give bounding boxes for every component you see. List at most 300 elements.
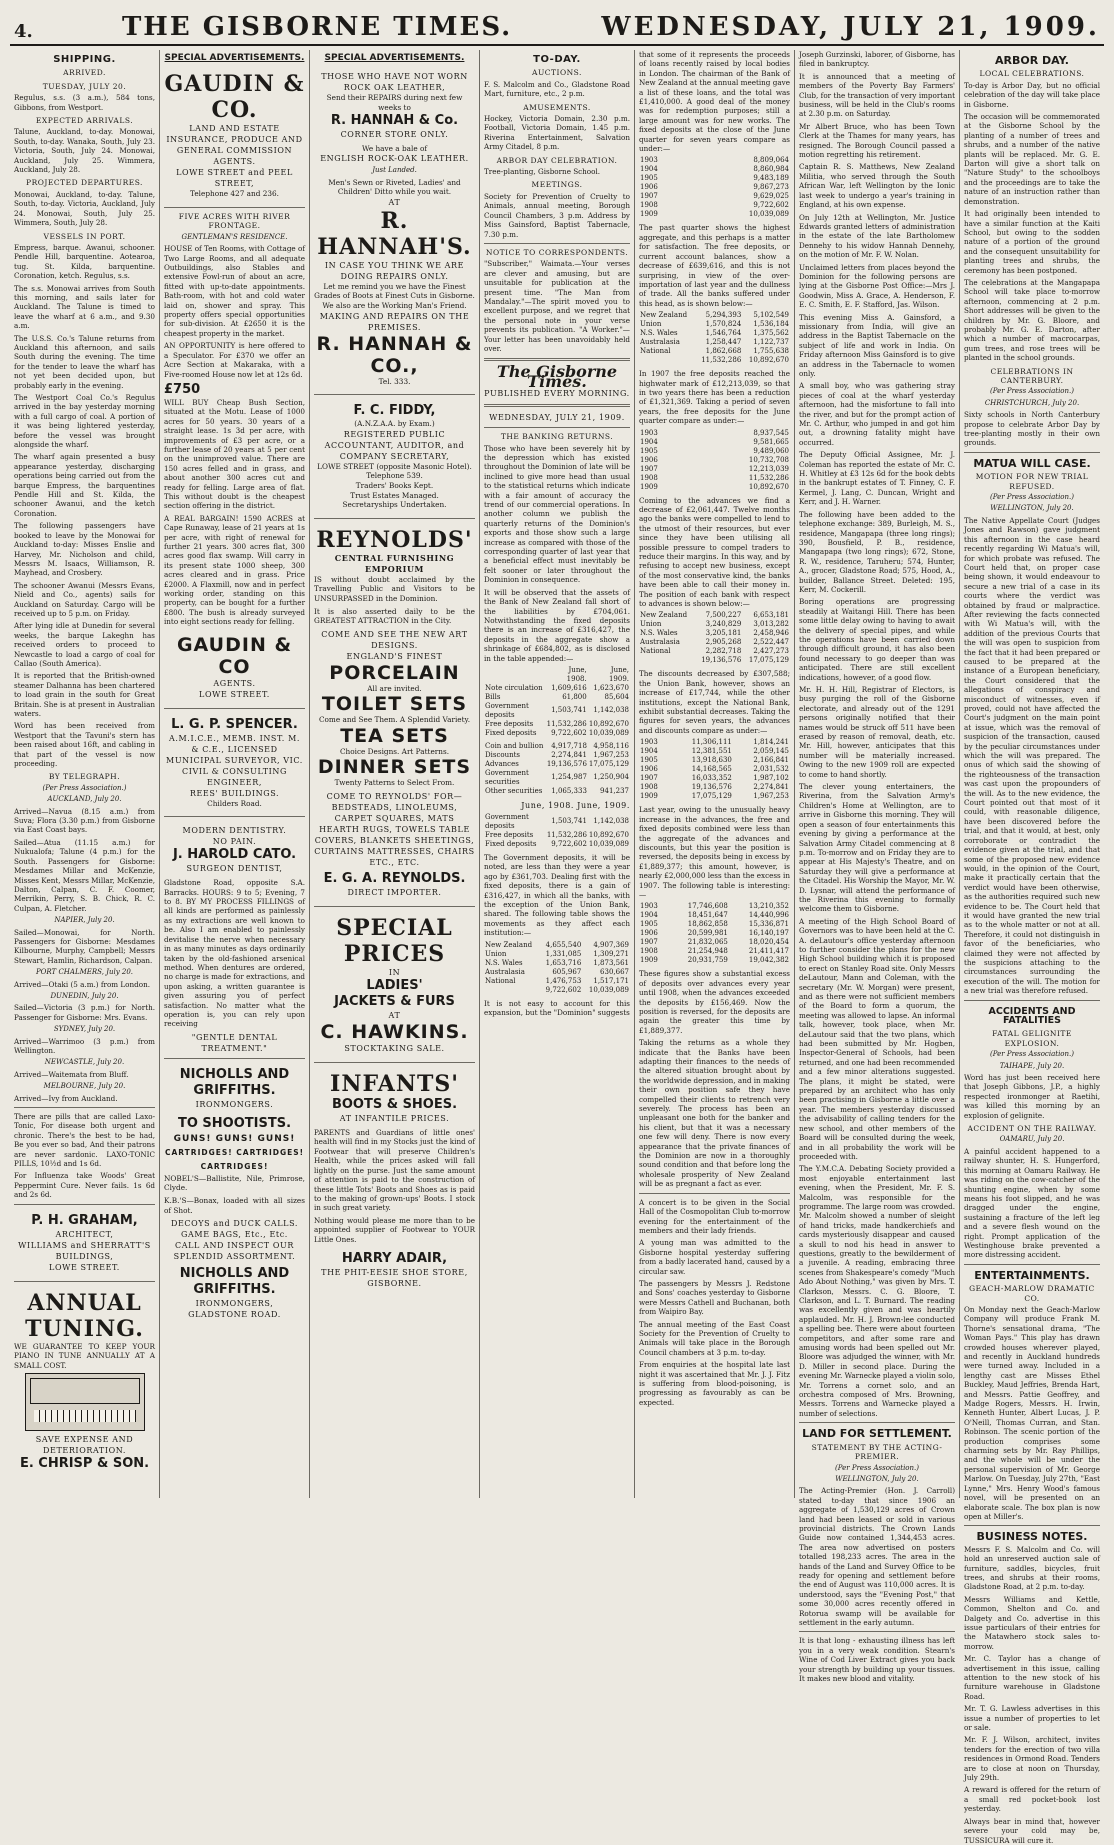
- today-heading: TO-DAY.: [533, 54, 581, 65]
- accidents-heading: ACCIDENTS AND FATALITIES: [988, 1005, 1076, 1026]
- table-row: [484, 813, 630, 831]
- shipping-heading: SHIPPING.: [53, 54, 116, 65]
- table-cell: 16,140,197: [748, 929, 789, 938]
- table-cell: 1,873,561: [593, 958, 629, 967]
- table-cell: 1,503,741: [551, 817, 587, 826]
- business-note-4: Mr. T. G. Lawless advertises in this issue a number of properties to let or sale.: [964, 1704, 1100, 1733]
- table-cell: 11,532,286: [546, 830, 587, 839]
- table-row: [639, 320, 790, 329]
- table-cell: 1,250,904: [593, 773, 629, 782]
- divider: [484, 243, 630, 244]
- free-years-table: [639, 429, 790, 492]
- june30-table: [639, 156, 790, 219]
- table-cell: 1909: [640, 792, 658, 801]
- table-row: [484, 729, 630, 738]
- table-cell: 1,755,638: [753, 347, 789, 356]
- arbor-heading: ARBOR DAY CELEBRATION.: [496, 155, 618, 165]
- table-cell: Bills: [485, 692, 501, 701]
- table-cell: 1903: [640, 738, 658, 747]
- graham-ad: [14, 1209, 155, 1277]
- table-cell: 1,476,753: [545, 976, 582, 985]
- fiddy-role: REGISTERED PUBLIC ACCOUNTANT, AUDITOR, and COMPANY SECRETARY,: [324, 429, 465, 461]
- table-cell: 11,532,286: [701, 356, 742, 365]
- matua-place: WELLINGTON, July 20.: [990, 504, 1074, 513]
- table-cell: Union: [485, 949, 507, 958]
- reynolds2-role: DIRECT IMPORTER.: [347, 888, 442, 898]
- incase-text: IN CASE YOU THINK WE ARE DOING REPAIRS ONLY.: [324, 260, 465, 281]
- table-cell: 7,500,227: [705, 611, 742, 620]
- matua-heading: MATUA WILL CASE.: [973, 456, 1091, 470]
- table-cell: 1,254,987: [551, 773, 587, 782]
- table-cell: 1904: [640, 747, 658, 756]
- reynolds-name: REYNOLDS': [316, 526, 473, 553]
- gaudin-name: GAUDIN & CO.: [164, 71, 305, 124]
- table-cell: 1,609,616: [551, 683, 587, 692]
- meetings-text: Society for Prevention of Cruelty to Animals, annual meeting, Borough Council Chambers, 3 p.m. Address by Miss Gainsford, Baptist Tabernacle, 7.30 p.m.: [484, 191, 630, 239]
- telegraph-text-5: Sailed—Victoria (3 p.m.) for North. Passenger for Gisborne: Mrs. Evans.: [14, 1003, 155, 1022]
- banking-cont-6: Last year, owing to the unusually heavy increase in the advances, the free and fixed deposits combined were less than the aggregate of the advances and discounts, but this year the position is reversed, the deposits being in excess by £1,889,377; this amount, however, is nearly £2,000,000 less than the excess in 1907. The following table is interesting:—: [639, 805, 790, 899]
- shipping-news-8: It is reported that the British-owned steamer Dalhanna has been chartered to load grain in the south for Great Britain. She is at present in Australian waters.: [14, 671, 155, 718]
- column-arbor-day: [960, 50, 1104, 1845]
- table-row: [639, 947, 790, 956]
- land-assoc: (Per Press Association.): [835, 1463, 919, 1472]
- deposits-advances-table: [639, 902, 790, 965]
- divider: [314, 394, 475, 395]
- table-cell: [484, 666, 545, 684]
- notice-heading: NOTICE TO CORRESPONDENTS.: [485, 247, 629, 257]
- telegraph-place-5: SYDNEY, July 20.: [53, 1025, 116, 1034]
- divider: [164, 708, 305, 709]
- column-special-ads-1: [160, 50, 310, 1498]
- graham-role: ARCHITECT,: [55, 1229, 114, 1239]
- cato-footer: "GENTLE DENTAL TREATMENT.": [191, 1032, 278, 1053]
- bush-text: WILL BUY Cheap Bush Section, situated at the Motu. Lease of 1000 acres for 50 years. 30 years of a straight lease. 1s 3d per acre, with improvements of £3 per acre, or a further lease of 20 years at 5 per cent on the unimproved value. There are 150 acres felled and in grass, and about another 300 acres cut and ready for felling. Large area of flat. This without doubt is the cheapest section offering in the district.: [164, 397, 305, 511]
- table-cell: 13,210,352: [748, 902, 789, 911]
- table-cell: 1908: [640, 783, 658, 792]
- newspaper-title: THE GISBORNE TIMES.: [121, 12, 513, 42]
- paper-name: The Gisborne Times.: [496, 362, 618, 391]
- local-news-4: Captain R. S. Matthews, New Zealand Militia, who served through the South African War, left Wellington by the Ionic last week to undergo a year's training in England, at his own expense.: [799, 162, 955, 210]
- telegraph-text-8: Arrived—Ivy from Auckland.: [14, 1093, 118, 1103]
- divider: [484, 427, 630, 428]
- table-row: [639, 756, 790, 765]
- telegraph-text-4: Arrived—Otaki (5 a.m.) from London.: [14, 979, 150, 989]
- table-cell: 1903: [640, 428, 658, 437]
- table-cell: 1905: [640, 920, 658, 929]
- local-news-11: Boring operations are progressing steadily at Waitangi Hill. There has been some little delay owing to having to await the delivery of special pipes, and while the operations have been carried down through difficult ground, it has also been found necessary to go deeper than was anticipated. There are still excellent indications, however, of a good flow.: [799, 597, 955, 682]
- table-cell: 13,918,630: [691, 756, 732, 765]
- divider: [799, 1631, 955, 1632]
- business-note-5: Mr. F. J. Wilson, architect, invites tenders for the erection of two villa residences in Ormond Road. Tenders are to close at noon on Thursday, July 29th.: [964, 1735, 1100, 1783]
- guns-line: GUNS! GUNS! GUNS!: [173, 1133, 296, 1144]
- mens-text: Men's Sewn or Riveted, Ladies' and Children' Ditto while you wait.: [328, 177, 461, 197]
- masthead: [10, 6, 1104, 46]
- table-cell: 9,489,060: [753, 446, 789, 455]
- banking-para-3: The Government deposits, it will be noted, are less than they were a year ago by £361,703. Dealing first with the fixed deposits, there is a gain of £316,427, in which all the banks, with the exception of the Union Bank, shared. The following table shows the movements as they affect each institution:—: [484, 852, 630, 938]
- fiddy-name: F. C. FIDDY,: [353, 403, 436, 419]
- dinner-sub: Twenty Patterns to Select From.: [334, 778, 455, 788]
- deposits-heading: June, 1908. June, 1909.: [521, 800, 630, 810]
- reynolds2-name: E. G. A. REYNOLDS.: [323, 871, 466, 887]
- table-cell: 4,958,116: [593, 741, 629, 750]
- bale-text: We have a bale of: [361, 143, 428, 153]
- table-cell: 1,375,562: [753, 329, 789, 338]
- arbor-para-2: The occasion will be commemorated at the Gisborne School by the planting of a number of trees and shrubs, and a number of the native plants will be replaced. Mr. G. E. Darton will give a short talk on "Nature Study" to the schoolboys and the proceedings are to take the nature of an instruction rather than demonstration.: [964, 112, 1100, 206]
- local-note-4: The annual meeting of the East Coast Society for the Prevention of Cruelty to Animals will take place in the Borough Council chambers at 3 p.m. to-day.: [639, 1319, 790, 1357]
- table-cell: 1,536,184: [753, 320, 789, 329]
- business-note-2: Messrs Williams and Kettle, Common, Shelton and Co. and Dalgety and Co. advertise in this issue particulars of their entries for the Matawhero stock sales to-morrow.: [964, 1594, 1100, 1651]
- local-note-2: A young man was admitted to the Gisborne hospital yesterday suffering from a badly lacerated hand, caused by a circular saw.: [639, 1238, 790, 1276]
- spencer-address: Childers Road.: [207, 798, 262, 808]
- banking-cont-3: In 1907 the free deposits reached the highwater mark of £12,213,039, so that in two years there has been a reduction of £1,321,369. Taking a period of seven years, the free deposits for the June quarter compare as under:—: [639, 369, 790, 426]
- local-news-7: This evening Miss A. Gainsford, a missionary from India, will give an address in the Baptist Tabernacle on the subject of life and work in India. On Friday afternoon Miss Gainsford is to give an address in the Tabernacle to women only.: [799, 312, 955, 378]
- table-cell: New Zealand: [640, 311, 688, 320]
- matua-sub: MOTION FOR NEW TRIAL REFUSED.: [975, 472, 1089, 491]
- table-cell: 18,862,858: [687, 920, 728, 929]
- table-row: [484, 840, 630, 849]
- cato-role: SURGEON DENTIST,: [186, 864, 283, 874]
- canterbury-text: Sixty schools in North Canterbury propose to celebrate Arbor Day by tree-planting mostly in their own grounds.: [964, 410, 1100, 448]
- cartridges-line: CARTRIDGES! CARTRIDGES! CARTRIDGES!: [164, 1147, 305, 1171]
- porcelain-heading: PORCELAIN: [329, 661, 460, 684]
- business-note-7: Always bear in mind that, however severe your cold may be, TUSSICURA will cure it.: [964, 1816, 1100, 1845]
- railway-text: A painful accident happened to a railway shunter, H. S. Hungerford, this morning at Oamaru Railway. He was riding on the cow-catcher of the shunting engine, when by some means his foot slipped, and he was dragged under the engine, sustaining a fracture of the left leg and a severe flesh wound on the right. Prompt application of the Westinghouse brake prevented a more distressing accident.: [964, 1146, 1100, 1260]
- table-cell: 10,892,670: [588, 719, 629, 728]
- hannah-name: R. HANNAH & Co.: [330, 112, 459, 128]
- spencer-quals: A.M.I.C.E., MEMB. INST. M. & C.E., LICENSED MUNICIPAL SURVEYOR, VIC.: [166, 733, 303, 765]
- table-cell: 1906: [640, 183, 658, 192]
- telegraph-text-6: Arrived—Warrimoo (3 p.m.) from Wellington.: [14, 1036, 155, 1055]
- table-cell: N.S. Wales: [640, 329, 678, 338]
- telegraph-place-6: NEWCASTLE, July 20.: [44, 1058, 125, 1067]
- table-cell: 1,503,741: [551, 706, 587, 715]
- telegraph-assoc: (Per Press Association.): [42, 783, 127, 792]
- gaudin-desc: LAND AND ESTATE INSURANCE, PRODUCE AND GENERAL COMMISSION AGENTS.: [166, 124, 303, 167]
- table-cell: 17,746,608: [687, 902, 728, 911]
- gaudin-address: LOWE STREET and PEEL STREET,: [176, 168, 293, 189]
- matua-text: The Native Appellate Court (Judges Jones and Rawson) gave judgment this afternoon in the case heard recently regarding Wi Matua's will, for which probate was refused. The Court held that, on proper case being shown, it would endeavour to secure a new trial of a case in its courts where the verdict was obtained by fraud or malpractice. After reviewing the facts connected with Wi Matua's will, with the addition of the previous Courts that the will was open to suspicion from the fact that it had been prepared or caused to be prepared at the instance of a European beneficiary, the Court considered that the allegations of conspiracy and misconduct of witnesses, even if proved, could not have affected the Court's judgment on the main point at issue, which was the removal of suspicion of the transaction, caused by the peculiar circumstances under which the will was prepared. The onus of which said the showing of the righteousness of the transaction was cast upon the propounders of the will. As to the new evidence, the Court pointed out that most of it could, with reasonable diligence, have been discovered before the trial, and that it would, at best, only corroborate or contradict the evidence given at the trial, and that some of the proposed new evidence would, in the opinion of the Court, make it practically certain that the verdict would have been otherwise, as the authorities required such new evidence to be. The Court held that it would have granted the new trial as to the whole matter or not at all. Therefore, it could not distinguish in favor of the beneficiaries, who claimed they were not affected by the suspicions attaching to the circumstances surrounding the execution of the will. The motion for a new trial was therefore refused.: [964, 515, 1100, 996]
- table-cell: Australasia: [640, 638, 680, 647]
- fiddy-trust: Trust Estates Managed.: [350, 490, 439, 500]
- special-ads-heading-2: SPECIAL ADVERTISEMENTS.: [324, 53, 465, 63]
- table-cell: 1,517,171: [593, 976, 629, 985]
- arbor-para-4: The celebrations at the Mangapapa School will take place to-morrow afternoon, commencing at 2 p.m. Short addresses will be given to the children by Mr. G. Bloore, and probably Mr. G. E. Darton, after which a number of macrocarpas, gum trees, and rose trees will be planted in the school grounds.: [964, 277, 1100, 363]
- gaudin2-address: LOWE STREET.: [199, 689, 270, 699]
- table-cell: 4,655,540: [545, 940, 582, 949]
- table-cell: 1905: [640, 446, 658, 455]
- local-news-9: The Deputy Official Assignee, Mr. J. Coleman has reported the estate of Mr. C. H. Whitley at £3 12s 6d for the book debts in the bankrupt estates of T. Finney, C. F. Kermel, J. Lang, C. Duncan, Wright and Kerr, and J. H. Warner.: [799, 450, 955, 507]
- call-text: CALL AND INSPECT OUR SPLENDID ASSORTMENT.: [173, 1241, 296, 1262]
- table-cell: Government deposits: [485, 701, 529, 719]
- projected-heading: PROJECTED DEPARTURES.: [26, 178, 143, 188]
- tuning-ad: [14, 1286, 155, 1477]
- table-cell: 1909: [640, 482, 658, 491]
- table-cell: 3,240,829: [705, 620, 742, 629]
- boots-heading: BOOTS & SHOES.: [331, 1097, 458, 1113]
- divider: [164, 207, 305, 208]
- table-cell: 12,381,551: [691, 747, 732, 756]
- table-cell: 9,722,602: [545, 985, 582, 994]
- table-cell: 1907: [640, 774, 658, 783]
- telegraph-text-1: Arrived—Navua (8.15 a.m.) from Suva; Flora (3.30 p.m.) from Gisborne via East Coast bays.: [14, 806, 155, 835]
- local-note-3: The passengers by Messrs J. Redstone and Sons' coaches yesterday to Gisborne were Messrs Cathell and Buchanan, both from Waipiro Bay.: [639, 1278, 790, 1317]
- table-row: [639, 429, 790, 438]
- table-row: [639, 638, 790, 647]
- nicholls-ad: [164, 1063, 305, 1324]
- table-cell: 12,213,039: [748, 464, 789, 473]
- table-cell: 11,532,286: [546, 719, 587, 728]
- hawkins-role: STOCKTAKING SALE.: [344, 1044, 445, 1054]
- table-cell: 1,967,253: [593, 750, 629, 759]
- infantile-heading: AT INFANTILE PRICES.: [339, 1114, 450, 1124]
- table-cell: Other securities: [485, 786, 543, 795]
- tea-sub: Choice Designs. Art Patterns.: [339, 746, 450, 756]
- shipping-news-6: The schooner Awanui (Messrs Evans, Nield and Co., agents) sails for Auckland on Saturday. Cargo will be received up to 5 p.m. on Friday.: [14, 580, 155, 618]
- table-row: [639, 765, 790, 774]
- divider: [964, 452, 1100, 453]
- table-cell: 17,075,129: [691, 792, 732, 801]
- table-row: [639, 447, 790, 456]
- nicholls-name: NICHOLLS AND GRIFFITHS.: [179, 1066, 290, 1098]
- hawkins-name: C. HAWKINS.: [320, 1021, 469, 1044]
- table-cell: 17,075,129: [588, 759, 629, 768]
- special-ads-heading: SPECIAL ADVERTISEMENTS.: [164, 53, 305, 63]
- table-cell: 2,274,841: [753, 783, 789, 792]
- table-row: [484, 831, 630, 840]
- vessels-text: Empress, barque. Awanui, schooner. Pendle Hill, barquentine. Aotearoa, tug. St. Kilda, barquentine. Coronation, ketch. Regulus, s.s.: [14, 242, 155, 281]
- table-cell: 10,892,670: [748, 482, 789, 491]
- banking-cont-7: These figures show a substantial excess of deposits over advances every year until 1908, when the advances exceeded the deposits by £156,469. Now the position is reversed, for the deposits are again the greater this time by £1,889,377.: [639, 969, 790, 1035]
- gaudin-agents-ad: [164, 630, 305, 704]
- gaudin-telephone: Telephone 427 and 236.: [190, 189, 279, 199]
- table-cell: 5,102,549: [753, 311, 789, 320]
- divider: [964, 1525, 1100, 1526]
- table-cell: Union: [640, 620, 662, 629]
- table-cell: 2,458,946: [753, 629, 789, 638]
- land-text: The Acting-Premier (Hon. J. Carroll) stated to-day that since 1906 an aggregate of 1,530,129 acres of Crown land had been leased or sold in various provincial districts. The Crown Lands Guide now contained 1,344,453 acres. The area now advertised on posters totalled 198,233 acres. The area in the hands of the Land and Survey Office to be ready for opening and settlement before the end of August was 110,000 acres. It is understood, says the "Evening Post," that some 30,000 acres recently offered in Rotorua swamp will be available for settlement in the early autumn.: [799, 1486, 955, 1627]
- table-cell: 8,860,984: [753, 165, 789, 174]
- worn-title: THOSE WHO HAVE NOT WORN ROCK OAK LEATHER,: [321, 72, 468, 93]
- amusements-heading: AMUSEMENTS.: [523, 102, 591, 112]
- meetings-heading: MEETINGS.: [531, 180, 583, 190]
- spencer-ad: [164, 713, 305, 813]
- table-cell: 1,331,085: [545, 949, 582, 958]
- table-cell: 2,282,718: [705, 647, 742, 656]
- table-row: [484, 968, 630, 977]
- table-cell: 4,907,369: [593, 940, 629, 949]
- table-cell: 1909: [640, 210, 658, 219]
- graham-firm: WILLIAMS and SHERRATT'S: [18, 1240, 151, 1250]
- entertainments-heading: ENTERTAINMENTS.: [974, 1268, 1090, 1282]
- nothing-text: Nothing would please me more than to be appointed supplier of Footwear to YOUR Little Ones.: [314, 1215, 475, 1244]
- column-shipping: [10, 50, 160, 1498]
- table-cell: June, 1908.: [566, 665, 587, 683]
- arbor-para-3: It had originally been intended to have a similar function at the Kaiti School, but owing to the sodden nature of a portion of the ground and the consequent unsuitability for planting trees and shrubs, the ceremony has been postponed.: [964, 209, 1100, 275]
- acres-sub: GENTLEMAN'S RESIDENCE.: [181, 232, 288, 241]
- arbor-text: Tree-planting, Gisborne School.: [484, 167, 601, 177]
- hannahs-name: R. HANNAH'S.: [317, 207, 472, 260]
- table-cell: Note circulation: [485, 683, 543, 692]
- columns: [10, 50, 1104, 1845]
- parents-text: PARENTS and Guardians of little ones' health will find in my Stocks just the kind of Footwear that will preserve Children's Health, while the prices asked will fall lightly on the purse. Just the same amount of attention is paid to the construction of these little Tots' Boots and Shoes as is paid to the making of grown-ups' Boots. I stock in such great variety.: [314, 1128, 475, 1213]
- table-cell: 2,905,268: [705, 638, 742, 647]
- table-row: [639, 156, 790, 165]
- table-cell: 2,059,145: [753, 747, 789, 756]
- table-cell: 21,411,417: [748, 947, 789, 956]
- table-cell: 1906: [640, 455, 658, 464]
- table-cell: 9,867,273: [753, 183, 789, 192]
- table-cell: 9,581,665: [753, 437, 789, 446]
- divider: [484, 404, 630, 407]
- local-news-5: On July 12th at Wellington, Mr. Justice Edwards granted letters of administration in the estate of the late Bartholomew Dennehy to his widow Hannah Dennehy, on the motion of Mr. F. W. Nolan.: [799, 212, 955, 260]
- railway-place: OAMARU, July 20.: [999, 1135, 1065, 1144]
- table-cell: 941,237: [600, 786, 629, 795]
- nobels-text: NOBEL'S—Ballistite, Nile, Primrose, Clyde.: [164, 1173, 305, 1193]
- divider: [164, 1058, 305, 1059]
- fiddy-ad: [314, 399, 475, 514]
- reynolds-text-3: COME AND SEE THE NEW ART DESIGNS.: [321, 629, 468, 650]
- divider: [314, 1062, 475, 1063]
- spencer-role: CIVIL & CONSULTING ENGINEER,: [182, 766, 287, 787]
- table-cell: Free deposits: [485, 830, 534, 839]
- table-cell: 605,967: [552, 967, 582, 976]
- entertainments-sub: GEACH-MARLOW DRAMATIC CO.: [969, 1284, 1095, 1303]
- amusements-text: Hockey, Victoria Domain, 2.30 p.m. Football, Victoria Domain, 1.45 p.m. Riverina Entertainment, Salvation Army Citadel, 8 p.m.: [484, 114, 630, 152]
- table-row: [639, 611, 790, 620]
- table-cell: 1,967,253: [753, 792, 789, 801]
- game-text: GAME BAGS, Etc., Etc.: [181, 1230, 288, 1240]
- banking-cont-5: The discounts decreased by £307,588; the Union Bank, however, shows an increase of £17,744, while the other institutions, except the National Bank, exhibit substantial decreases. Taking the figures for seven years, the advances and discounts compare as under:—: [639, 669, 790, 735]
- table-row: [639, 338, 790, 347]
- reynolds-sub: CENTRAL FURNISHING EMPORIUM: [334, 552, 455, 574]
- divider: [14, 1281, 155, 1282]
- table-cell: 1,987,102: [753, 774, 789, 783]
- divider: [14, 1204, 155, 1205]
- bale-sub: Just Landed.: [372, 166, 417, 175]
- table-cell: 10,039,089: [748, 210, 789, 219]
- table-cell: [639, 656, 695, 665]
- table-cell: 2,166,841: [753, 756, 789, 765]
- local-news-15: The Y.M.C.A. Debating Society provided a most enjoyable entertainment last evening, when the President, Mr. F. S. Malcolm, was responsible for the programme. The large room was crowded. Mr. Malcolm showed a number of sleight of hand tricks, made handkerchiefs and cards mysteriously disappear and caused a skull to nod his head in answer to questions, greatly to the bewilderment of a juvenile. A reading, embracing three scenes from Shakespeare's comedy "Much Ado About Nothing," was given by Mrs. T. Clarkson, Messrs. C. G. Bloore, T. Clarkson, and L. T. Burnard. The reading was excellently given and was heartily applauded. Mr. H. J. Brown-lee conducted a spelling bee. There were about fourteen competitors, and after some rare and amusing words had been spelled out Mr. Bloore was adjudged the winner, with Mr. D. Miller in second place. During the evening Mr. Warnecke played a violin solo, Mr. Torrens a cornet solo, and an orchestra composed of Mrs. Browning, Messrs. Torrens and Warnecke played a number of selections.: [799, 1164, 955, 1418]
- fiddy-sec: Secretaryships Undertaken.: [342, 500, 447, 510]
- graham-buildings: BUILDINGS,: [55, 1251, 114, 1261]
- column-special-ads-2: [310, 50, 480, 1498]
- table-row: [639, 902, 790, 911]
- table-cell: 1908: [640, 947, 658, 956]
- matua-assoc: (Per Press Association.): [990, 493, 1074, 502]
- table-cell: National: [640, 647, 671, 656]
- adair-footer: [314, 1247, 475, 1293]
- shipping-news-4: The wharf again presented a busy appearance yesterday, discharging operations being carried out from the barque Empress, the barquentines Pendle Hill and St. Kilda, the schooner Awanui, and the ketch Coronation.: [14, 452, 155, 518]
- spencer-buildings: REES' BUILDINGS.: [189, 788, 280, 798]
- table-row: [484, 702, 630, 720]
- table-cell: Advances: [485, 759, 519, 768]
- laxo-ad: There are pills that are called Laxo-Tonic, For disease both urgent and chronic. There's the best to be had, Be you ever so bad, And their patrons are never sardonic. LAXO-TONIC PILLS, 10½d and 1s 6d.: [14, 1112, 155, 1169]
- column-banking-continued: [635, 50, 795, 1498]
- table-row: [639, 911, 790, 920]
- table-row: [639, 629, 790, 638]
- table-cell: 1,862,668: [705, 347, 742, 356]
- table-row: [484, 666, 630, 684]
- table-row: [639, 201, 790, 210]
- shipping-news-9: Word has been received from Westport that the Tavuni's stern has been raised about 16ft, and cabling in that part of the vessel is now proceeding.: [14, 721, 155, 769]
- business-note-1: Messrs F. S. Malcolm and Co. will hold an unreserved auction sale of furniture, saddles, bicycles, fruit trees, and shrubs at their rooms, Gladstone Road, at 2 p.m. to-day.: [964, 1544, 1100, 1592]
- telegraph-heading: BY TELEGRAPH.: [48, 772, 121, 782]
- accidents-assoc: (Per Press Association.): [990, 1050, 1074, 1059]
- page-number: 4.: [14, 21, 33, 42]
- nicholls2-role: IRONMONGERS,: [195, 1299, 274, 1309]
- table-cell: Fixed deposits: [485, 728, 537, 737]
- reynolds-text-2: It is also asserted daily to be the GREATEST ATTRACTION in the City.: [314, 606, 475, 626]
- table-cell: 19,136,576: [691, 783, 732, 792]
- gaudin2-name: GAUDIN & CO: [176, 633, 293, 678]
- table-cell: 1,142,038: [593, 817, 629, 826]
- table-cell: National: [485, 976, 516, 985]
- hannah-ad: [314, 67, 475, 390]
- shootists-heading: TO SHOOTISTS.: [177, 1115, 292, 1131]
- table-row: [639, 920, 790, 929]
- tea-heading: TEA SETS: [340, 724, 449, 747]
- advances-table: [639, 611, 790, 665]
- table-cell: 1,122,737: [753, 338, 789, 347]
- table-cell: 9,483,189: [753, 174, 789, 183]
- table-cell: 1,623,670: [593, 683, 629, 692]
- table-cell: 1,065,333: [551, 786, 587, 795]
- table-row: [639, 347, 790, 356]
- hannah-address: CORNER STORE ONLY.: [340, 129, 449, 139]
- price-750: £750: [164, 381, 201, 397]
- opportunity-text: AN OPPORTUNITY is here offered to a Speculator. For £370 we offer an Acre Section at Makaraka, with a Five-roomed House now let at 12s 6d.: [164, 341, 305, 379]
- chrisp-name: E. CHRISP & SON.: [19, 1456, 150, 1472]
- acres-text: HOUSE of Ten Rooms, with Cottage of Two Large Rooms, and all adequate Outbuildings, also Stables and extensive Fowl-run of about an acre, fitted with up-to-date appointments. Bath-room, with hot and cold water laid on, shower and spray. This property offers special opportunities for sub-division. At £2650 it is the cheapest property in the market.: [164, 244, 305, 338]
- table-row: [639, 956, 790, 965]
- table-cell: 1906: [640, 929, 658, 938]
- working-text: We also are the Working Man's Friend.: [322, 300, 467, 310]
- table-row: [639, 329, 790, 338]
- banking-cont-8: Taking the returns as a whole they indicate that the Banks have been adapting their finances to the needs of the altered situation brought about by the worldwide depression, and in making their own position safe they have compelled their clients to retrench very severely. The process has been an unpleasant one both for the banker and his client, but that it was a necessary one few will deny. There is now every appearance that the private finances of the Dominion are now in a thoroughly sound condition and that before long the wholesale prosperity of New Zealand will be as pregnant a fact as ever.: [639, 1038, 790, 1189]
- letme-text: Let me remind you we have the Finest Grades of Boots at Finest Cuts in Gisborne.: [314, 281, 475, 301]
- hawkins-ad: [314, 911, 475, 1058]
- paper-date: WEDNESDAY, JULY 21, 1909.: [489, 413, 625, 423]
- telegraph-text-7: Arrived—Waitemata from Bluff.: [14, 1069, 129, 1079]
- at-text: AT: [388, 197, 401, 207]
- divider: [964, 1264, 1100, 1265]
- table-row: [639, 456, 790, 465]
- table-cell: 10,892,670: [588, 830, 629, 839]
- reynolds-text-4: ENGLAND'S FINEST: [346, 651, 443, 661]
- table-cell: Government securities: [485, 768, 529, 786]
- cato-name: J. HAROLD CATO.: [172, 847, 297, 863]
- table-row: [639, 747, 790, 756]
- in-text: IN: [388, 968, 401, 978]
- telegraph-text-3: Sailed—Monowai, for North. Passengers for Gisborne: Mesdames Kilbourne, Murphy, Campbell; Messrs Stewart, Hamlin, Richardson, Calpan.: [14, 927, 155, 965]
- table-cell: 630,667: [600, 967, 629, 976]
- table-row: [639, 165, 790, 174]
- issue-date: WEDNESDAY, JULY 21, 1909.: [601, 12, 1100, 42]
- notice-text: "Subscriber," Waimata.—Your verses are clever and amusing, but are unsuitable for publication at the present time. "The Man from Mandalay."—The spirit moved you to excellent purpose, and we regret that the personal note in your verse prevents its publication. "A Worker."—Your letter has been unavoidably held over.: [484, 259, 630, 353]
- tuning-note: SAVE EXPENSE AND DETERIORATION.: [35, 1435, 134, 1456]
- table-cell: 85,604: [604, 692, 629, 701]
- nicholls2-address: GLADSTONE ROAD.: [188, 1310, 281, 1320]
- telegraph-place-7: MELBOURNE, July 20.: [43, 1082, 126, 1091]
- table-cell: 16,033,352: [691, 774, 732, 783]
- expected-heading: EXPECTED ARRIVALS.: [35, 116, 134, 126]
- table-cell: 2,031,532: [753, 765, 789, 774]
- table-cell: 19,136,576: [701, 656, 742, 665]
- liabilities-table: [484, 666, 630, 738]
- nicholls2-name: NICHOLLS AND GRIFFITHS.: [179, 1266, 290, 1298]
- table-cell: National: [640, 347, 671, 356]
